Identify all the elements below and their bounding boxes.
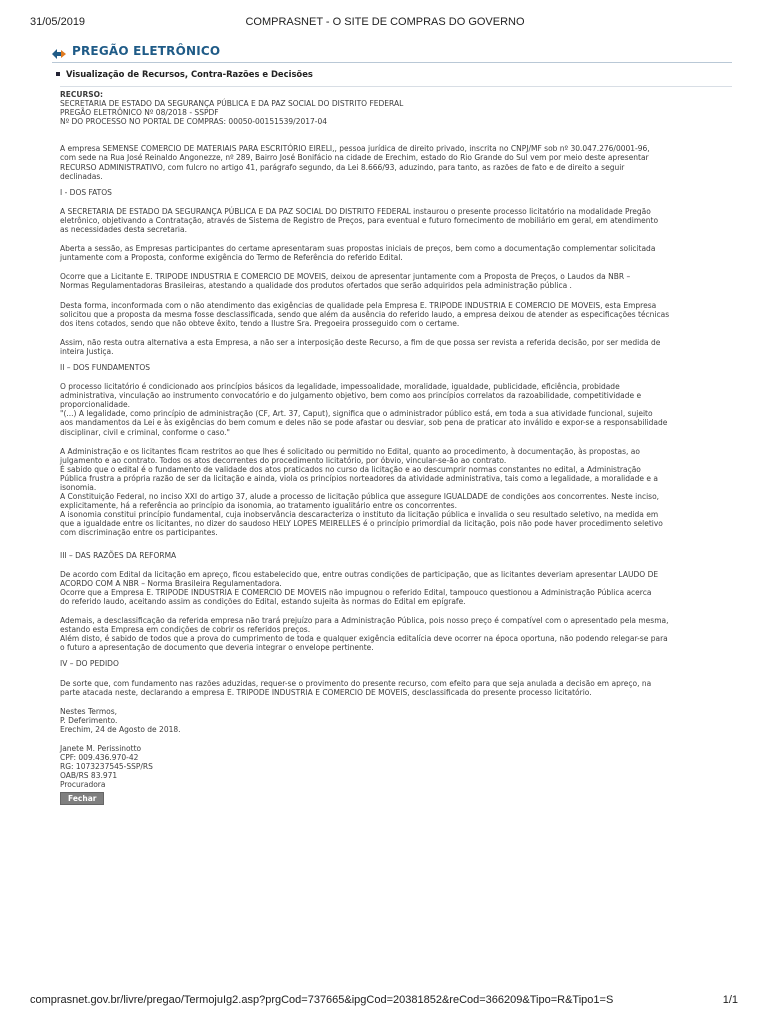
brand-title: PREGÃO ELETRÔNICO (72, 44, 221, 58)
paragraph: Desta forma, inconformada com o não atendimento das exigências de qualidade pela Empresa E. TRIPODE INDUSTRIA E COMERCIO DE MOVEIS, esta Empresa solicitou que a proposta da mesma fosse desclassificada, sendo que além da ausência do referido laudo, a empresa deixou de atender as especificações técnicas dos itens cotados, sendo que não obteve êxito, tendo a Ilustre Sra. Pregoeira prosseguido com o certame. (60, 300, 670, 328)
paragraph: Ocorre que a Licitante E. TRIPODE INDUSTRIA E COMERCIO DE MOVEIS, deixou de apresentar juntamente com a Proposta de Preços, o Laudos da NBR – Normas Regulamentadoras Brasileiras, atestando a qualidade dos produtos ofertados que serão adquiridos pela administração pública . (60, 272, 631, 291)
close-button[interactable]: Fechar (60, 792, 104, 805)
recurso-label: RECURSO: (60, 90, 104, 99)
paragraph: De sorte que, com fundamento nas razões aduzidas, requer-se o provimento do presente recurso, com efeito para que seja anulada a decisão em apreço, na parte atacada neste, declarando a empresa E. TRIPODE INDUSTRIA E COMERCIO DE MOVEIS, desclassificada do presente processo licitatório. (60, 678, 652, 697)
page-number: 1/1 (722, 994, 738, 1006)
recurso-document (60, 86, 732, 807)
paragraph: De acordo com Edital da licitação em apreço, ficou estabelecido que, entre outras condições de participação, que as licitantes deveriam apresentar LAUDO DE ACORDO COM A NBR – Norma Brasileira Regulamentadora. Ocorre que a Empresa E. TRIPODE INDUSTRIA E COMERCIO DE MOVEIS não impugnou o referido Edital, tampouco questionou a Administração Pública acerca do referido laudo, aceitando assim as condições do Edital, estando sujeita às normas do Edital em epígrafe. (60, 569, 659, 606)
pregao-arrow-logo-icon (52, 45, 66, 57)
heading-dos-fatos: I - DOS FATOS (60, 187, 112, 197)
paragraph: O processo licitatório é condicionado aos princípios básicos da legalidade, impessoalidade, moralidade, igualdade, publicidade, eficiência, probidade administrativa, vinculação ao instrumento convocatório e do julgamento objetivo, bem como aos princípios correlatos da razoabilidade, competitividade e proporcionalidade. "(...) A legalidade, como princípio de administração (CF, Art. 37, Caput), significa que o administrador público está, em toda a sua atividade funcional, sujeito aos mandamentos da Lei e às exigências do bem comum e deles não se pode afastar ou desviar, sob pena de praticar ato inválido e expor-se a responsabilidade disciplinar, civil e criminal, conforme o caso." (60, 382, 668, 437)
heading-das-razoes: III – DAS RAZÕES DA REFORMA (60, 550, 177, 560)
signature-block: Janete M. Perissinotto CPF: 009.436.970-42 RG: 1073237545-SSP/RS OAB/RS 83.971 Procuradora (60, 743, 153, 790)
header-divider (52, 62, 732, 63)
section-header (56, 67, 313, 81)
print-header (0, 16, 770, 30)
paragraph: Ademais, a desclassificação da referida empresa não trará prejuízo para a Administração Pública, pois nosso preço é compatível com o apresentado pela mesma, estando esta Empresa em condições de cobrir os referidos preços. Além disto, é sabido de todos que a prova do cumprimento de toda e qualquer exigência editalícia deve ocorrer na época oportuna, não podendo relegar-se para o futuro a apresentação de documento que deveria integrar o envelope pertinente. (60, 616, 669, 653)
intro-paragraph: A empresa SEMENSE COMERCIO DE MATERIAIS PARA ESCRITÓRIO EIRELI,, pessoa jurídica de direito privado, inscrita no CNPJ/MF sob nº 30.047.276/0001-96, com sede na Rua José Reinaldo Angonezze, nº 289, Bairro José Bonifácio na cidade de Erechim, estado do Rio Grande do Sul vem por meio deste apresentar RECURSO ADMINISTRATIVO, com fulcro no artigo 41, parágrafo segundo, da Lei 8.666/93, aduzindo, para tanto, as razões de fato e de direito a seguir declinadas. (60, 144, 650, 181)
heading-do-pedido: IV – DO PEDIDO (60, 659, 119, 669)
paragraph: A SECRETARIA DE ESTADO DA SEGURANÇA PÚBLICA E DA PAZ SOCIAL DO DISTRITO FEDERAL instaurou o presente processo licitatório na modalidade Pregão eletrônico, objetivando a Contratação, através de Sistema de Registro de Preços, para eventual e futuro fornecimento de mobiliário em geral, em atendimento as necessidades desta secretaria. (60, 206, 659, 235)
brand-header (52, 43, 220, 59)
print-footer (0, 994, 770, 1008)
section-title: Visualização de Recursos, Contra-Razões e Decisões (66, 69, 313, 79)
paragraph: Assim, não resta outra alternativa a esta Empresa, a não ser a interposição deste Recurso, a fim de que possa ser revista a referida decisão, por ser medida de inteira Justiça. (60, 337, 661, 356)
paragraph: Aberta a sessão, as Empresas participantes do certame apresentaram suas propostas iniciais de preços, bem como a documentação complementar solicitada juntamente com a Proposta, conforme exigência do Termo de Referência do referido Edital. (60, 244, 656, 263)
print-date: 31/05/2019 (30, 16, 86, 28)
paragraph: A Administração e os licitantes ficam restritos ao que lhes é solicitado ou permitido no Edital, quanto ao procedimento, à documentação, às propostas, ao julgamento e ao contrato. Todos os atos decorrentes do procedimento licitatório, por óbvio, vincular-se-ão ao contrato. É sabido que o edital é o fundamento de validade dos atos praticados no curso da licitação e ao descumprir normas constantes no edital, a Administração Pública frustra a própria razão de ser da licitação e ainda, viola os princípios norteadores da atividade administrativa, tais como a legalidade, a moralidade e a isonomia. A Constituição Federal, no inciso XXI do artigo 37, alude a processo de licitação pública que assegure IGUALDADE de condições aos concorrentes. Neste inciso, explicitamente, há a referência ao princípio da isonomia, ao tratamento igualitário entre os concorrentes. A isonomia constitui princípio fundamental, cuja inobservância descaracteriza o instituto da licitação pública e invalida o seu resultado seletivo, na medida em que a igualdade entre os licitantes, no dizer do saudoso HELY LOPES MEIRELLES é o princípio primordial da licitação, pois não pode haver procedimento seletivo com discriminação entre os participantes. (60, 446, 663, 538)
print-url: comprasnet.gov.br/livre/pregao/TermojuIg2.asp?prgCod=737665&ipgCod=20381852&reCod=366209&Tipo=R&Tipo1=S (30, 994, 614, 1006)
bullet-icon (56, 72, 60, 76)
closing-lines: Nestes Termos, P. Deferimento. Erechim, 24 de Agosto de 2018. (60, 706, 181, 734)
print-title: COMPRASNET - O SITE DE COMPRAS DO GOVERNO (245, 16, 525, 28)
heading-dos-fundamentos: II – DOS FUNDAMENTOS (60, 362, 151, 372)
document-header-lines: SECRETARIA DE ESTADO DA SEGURANÇA PÚBLICA E DA PAZ SOCIAL DO DISTRITO FEDERAL PREGÃO ELETRÔNICO Nº 08/2018 - SSPDF Nº DO PROCESSO NO PORTAL DE COMPRAS: 00050-00151539/2017-04 (60, 99, 404, 127)
